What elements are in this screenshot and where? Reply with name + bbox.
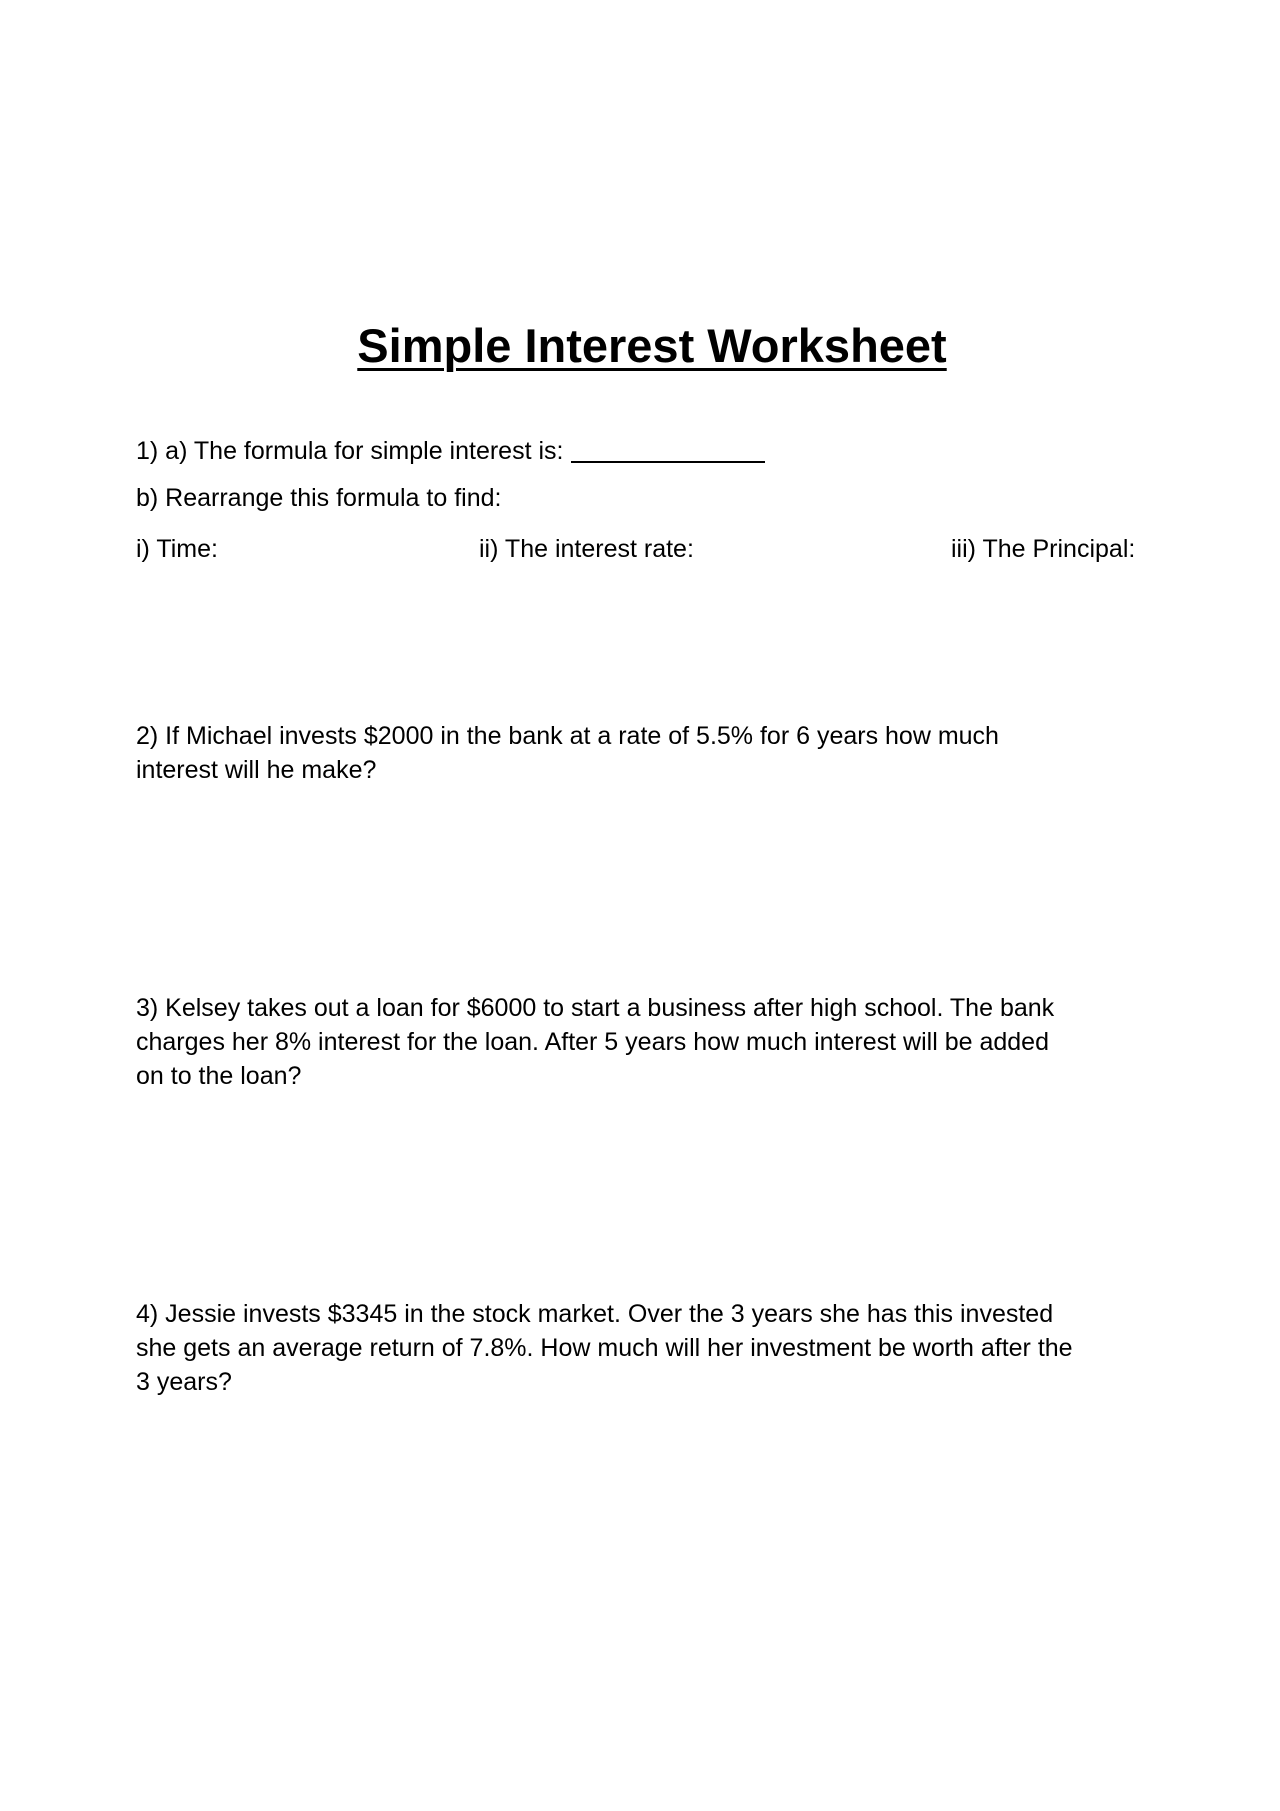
question-2-line: interest will he make? [136, 756, 377, 784]
worksheet-title [0, 318, 1280, 374]
question-3 [136, 991, 1156, 1093]
question-2-line: 2) If Michael invests $2000 in the bank at a rate of 5.5% for 6 years how much [136, 722, 999, 750]
question-3-line: 3) Kelsey takes out a loan for $6000 to start a business after high school. The bank [136, 994, 1055, 1022]
question-1b-part-time: i) Time: [136, 535, 218, 563]
question-1b: b) Rearrange this formula to find: [136, 484, 502, 512]
question-4-line: 4) Jessie invests $3345 in the stock market. Over the 3 years she has this invested [136, 1300, 1054, 1328]
question-1b-part-principal: iii) The Principal: [951, 535, 1136, 563]
question-1a [136, 433, 765, 468]
question-4 [136, 1297, 1156, 1399]
question-3-line: charges her 8% interest for the loan. After 5 years how much interest will be added [136, 1028, 1049, 1056]
question-2 [136, 719, 1156, 787]
question-1a-text: 1) a) The formula for simple interest is: [136, 437, 564, 465]
question-1b-part-rate: ii) The interest rate: [479, 535, 694, 563]
answer-blank [571, 437, 765, 463]
question-4-line: 3 years? [136, 1368, 232, 1396]
question-4-line: she gets an average return of 7.8%. How much will her investment be worth after the [136, 1334, 1073, 1362]
worksheet-title-text: Simple Interest Worksheet [357, 319, 947, 372]
question-3-line: on to the loan? [136, 1062, 302, 1090]
